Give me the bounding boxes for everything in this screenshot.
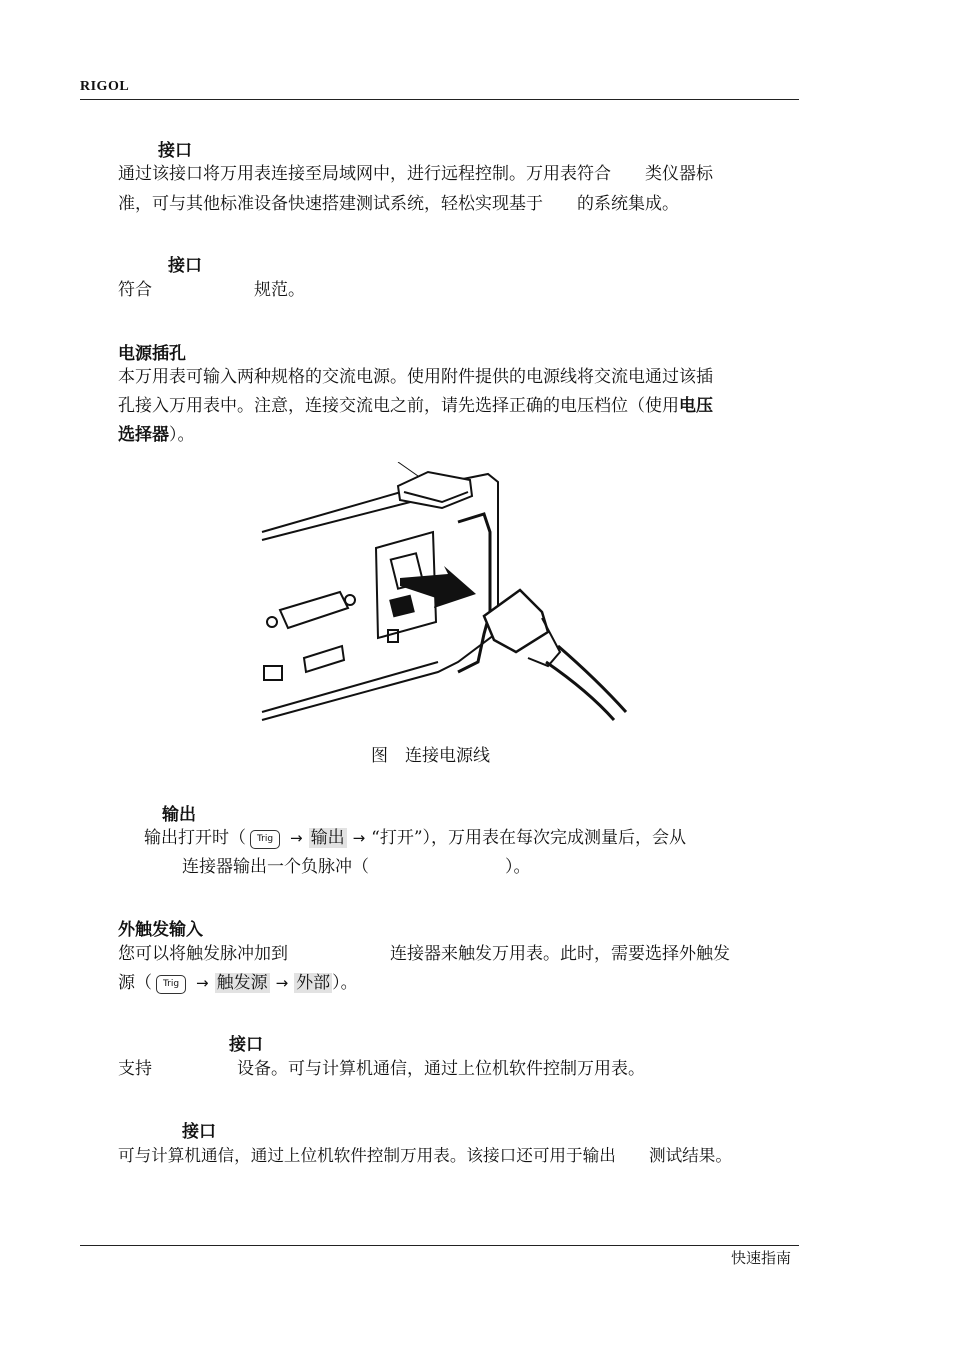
usb-host-heading: 接口: [168, 256, 202, 276]
ext-trig-line-2: [118, 973, 358, 994]
ext-trig-line-1: 您可以将触发脉冲加到 连接器来触发万用表。此时，需要选择外触发: [118, 944, 730, 964]
trig-key[interactable]: Trig: [156, 975, 186, 994]
lan-line-2: 准，可与其他标准设备快速搭建测试系统，轻松实现基于 的系统集成。: [118, 194, 679, 214]
vmc-heading: 输出: [162, 805, 196, 825]
footer-rule: [80, 1245, 799, 1246]
ext-trig-heading: 外触发输入: [118, 920, 203, 940]
arrow-right-icon: →: [275, 974, 289, 992]
usb-device-line: 支持 设备。可与计算机通信，通过上位机软件控制万用表。: [118, 1059, 645, 1079]
power-cord-figure: [258, 462, 630, 724]
ext-trig-line-2-prefix: 源（: [118, 973, 152, 993]
trig-key[interactable]: Trig: [250, 830, 280, 849]
ext-trig-line-2-suffix: ）。: [332, 973, 358, 993]
rs232-heading: 接口: [182, 1122, 216, 1142]
figure-caption: 图 连接电源线: [371, 746, 490, 766]
power-line-3: [118, 425, 195, 445]
arrow-right-icon: →: [196, 974, 209, 992]
vmc-line-1-suffix: “打开”），万用表在每次完成测量后，会从: [371, 828, 687, 848]
lan-heading: 接口: [158, 141, 192, 161]
power-heading: 电源插孔: [118, 344, 186, 364]
arrow-right-icon: →: [290, 829, 303, 847]
header-brand: RIGOL: [80, 79, 130, 94]
lan-line-1: 通过该接口将万用表连接至局域网中，进行远程控制。万用表符合 类仪器标: [118, 164, 713, 184]
voltage-bold: 电压: [679, 396, 713, 416]
menu-external[interactable]: 外部: [296, 973, 331, 993]
vmc-line-1-prefix: 输出打开时（: [144, 828, 246, 848]
power-line-2: [118, 396, 713, 416]
menu-trigger-source[interactable]: 触发源: [216, 973, 268, 993]
rs232-line: 可与计算机通信，通过上位机软件控制万用表。该接口还可用于输出 测试结果。: [118, 1146, 732, 1165]
footer-title: 快速指南: [731, 1249, 792, 1267]
menu-output[interactable]: 输出: [310, 828, 345, 848]
selector-bold: 选择器: [118, 425, 169, 445]
usb-host-line: 符合 规范。: [118, 280, 305, 300]
power-line-3-tail: ）。: [169, 425, 195, 445]
vmc-line-1: [144, 828, 686, 849]
power-line-1: 本万用表可输入两种规格的交流电源。使用附件提供的电源线将交流电通过该插: [118, 367, 713, 387]
power-cord-illustration: [258, 462, 630, 724]
usb-device-heading: 接口: [229, 1035, 263, 1055]
vmc-line-2: 连接器输出一个负脉冲（ ）。: [182, 857, 531, 877]
header-rule: [80, 99, 799, 100]
power-line-2-text: 孔接入万用表中。注意，连接交流电之前，请先选择正确的电压档位（使用: [118, 396, 679, 416]
arrow-right-icon: →: [352, 829, 366, 847]
